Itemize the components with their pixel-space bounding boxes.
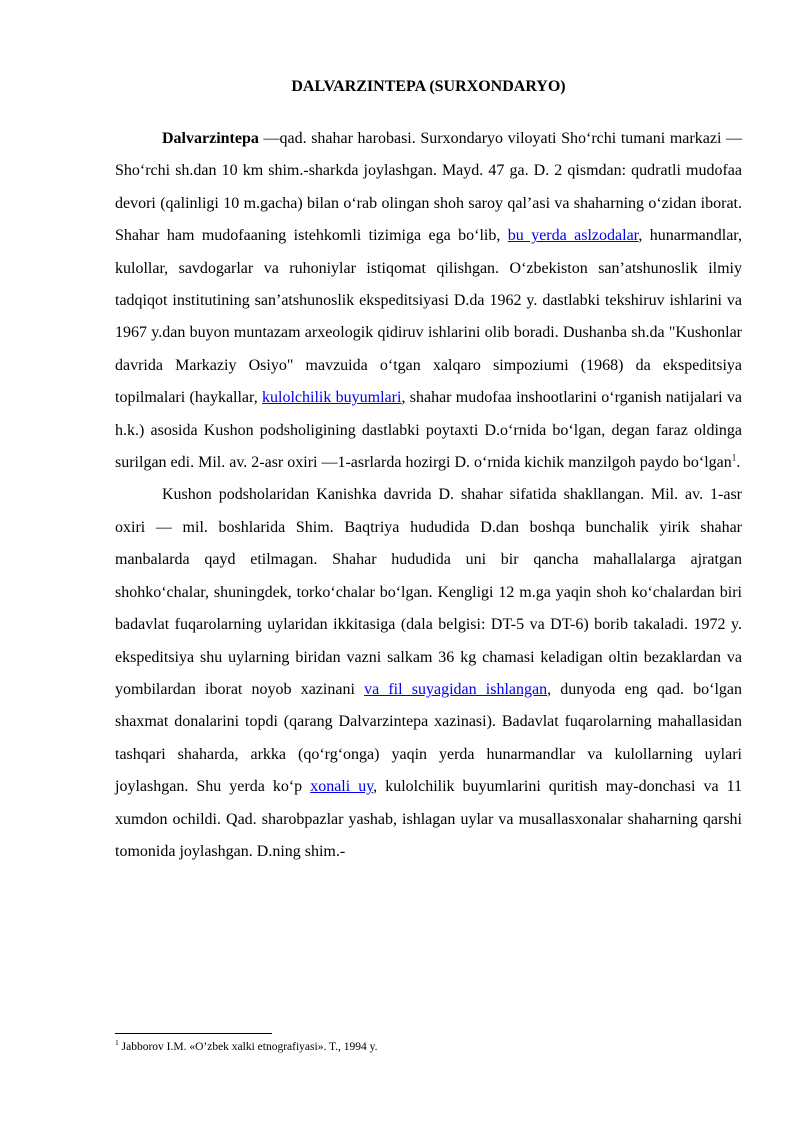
paragraph-2-text-c: , kulolchilik buyumlarini quritish may-donchasi va 11 xumdon ochildi. Qad. sharobpazlar yashab, ishlagan uylar va musallasxonalar shaharning qarshi tomonida joylashgan. D.ning shim.- [115, 778, 743, 860]
link-fil-suyagidan[interactable]: va fil suyagidan ishlangan [364, 680, 548, 698]
term-heading: Dalvarzintepa [162, 130, 259, 147]
link-xonali-uy[interactable]: xonali uy [310, 778, 374, 796]
paragraph-2-text-b: , dunyoda eng qad. bo‘lgan shaxmat donalarini topdi (qarang Dalvarzintepa xazinasi). Badavlat fuqarolarning mahallasidan tashqari shaharda, arkka (qo‘rg‘onga) yaqin yerda hunarmandlar va kulollarning uylari joylashgan. Shu yerda ko‘p [115, 680, 742, 796]
footnote-text: Jabborov I.M. «O’zbek xalki etnografiyasi». T., 1994 y. [118, 1041, 378, 1053]
footnote-separator [115, 1033, 272, 1034]
link-aslzodalar[interactable]: bu yerda aslzodalar [507, 227, 639, 245]
document-title: DALVARZINTEPA (SURXONDARYO) [291, 78, 566, 95]
footnote [115, 1040, 742, 1055]
paragraph-2-text-a: Kushon podsholaridan Kanishka davrida D. shahar sifatida shakllangan. Mil. av. 1-asr oxiri — mil. boshlarida Shim. Baqtriya hududida D.dan boshqa bunchalik yirik shahar manbalarda qayd etilmagan. Shahar hududida uni bir qancha mahallalarga ajratgan shohko‘chalar, shuningdek, torko‘chalar bo‘lgan. Kengligi 12 m.ga yaqin shoh ko‘chalardan biri badavlat fuqarolarning uylaridan ikkitasiga (dala belgisi: DT-5 va DT-6) borib takaladi. 1972 y. ekspeditsiya shu uylarning biridan vazni salkam 36 kg chamasi keladigan oltin bezaklardan va yombilardan iborat noyob xazinani [115, 486, 742, 698]
paragraph-1 [115, 123, 742, 479]
paragraph-2 [115, 479, 742, 868]
paragraph-1-text-d: . [736, 454, 741, 472]
link-kulolchilik-buyumlari[interactable]: kulolchilik buyumlari [262, 389, 402, 407]
paragraph-1-text-c: , shahar mudofaa inshootlarini o‘rganish natijalari va h.k.) asosida Kushon podsholigining dastlabki poytaxti D.o‘rnida bo‘lgan, degan faraz oldinga surilgan edi. Mil. av. 2-asr oxiri —1-asrlarda hozirgi D. o‘rnida kichik manzilgoh paydo bo‘lgan [115, 389, 743, 472]
document-body [115, 123, 742, 868]
footnote-number: 1 [115, 1038, 119, 1048]
paragraph-1-text-a: —qad. shahar harobasi. Surxondaryo viloyati Sho‘rchi tumani markazi — Sho‘rchi sh.dan 10 km shim.-sharkda joylashgan. Mayd. 47 ga. D. 2 qismdan: qudratli mudofaa devori (qalinligi 10 m.gacha) bilan o‘rab olingan shoh saroy qal’asi va shaharning o‘zidan iborat. Shahar ham mudofaaning istehkomli tizimiga ega bo‘lib, [115, 130, 742, 245]
footnote-reference[interactable]: 1 [731, 452, 737, 463]
paragraph-1-text-b: , hunarmandlar, kulollar, savdogarlar va ruhoniylar istiqomat qilishgan. O‘zbekiston san’atshunoslik ilmiy tadqiqot institutining san’atshunoslik ekspeditsiyasi D.da 1962 y. dastlabki tekshiruv ishlarini va 1967 y.dan buyon muntazam arxeologik qidiruv ishlarini olib boradi. Dushanba sh.da "Kushonlar davrida Markaziy Osiyo" mavzuida o‘tgan xalqaro simpoziumi (1968) da ekspeditsiya topilmalari (haykallar, [115, 227, 742, 407]
